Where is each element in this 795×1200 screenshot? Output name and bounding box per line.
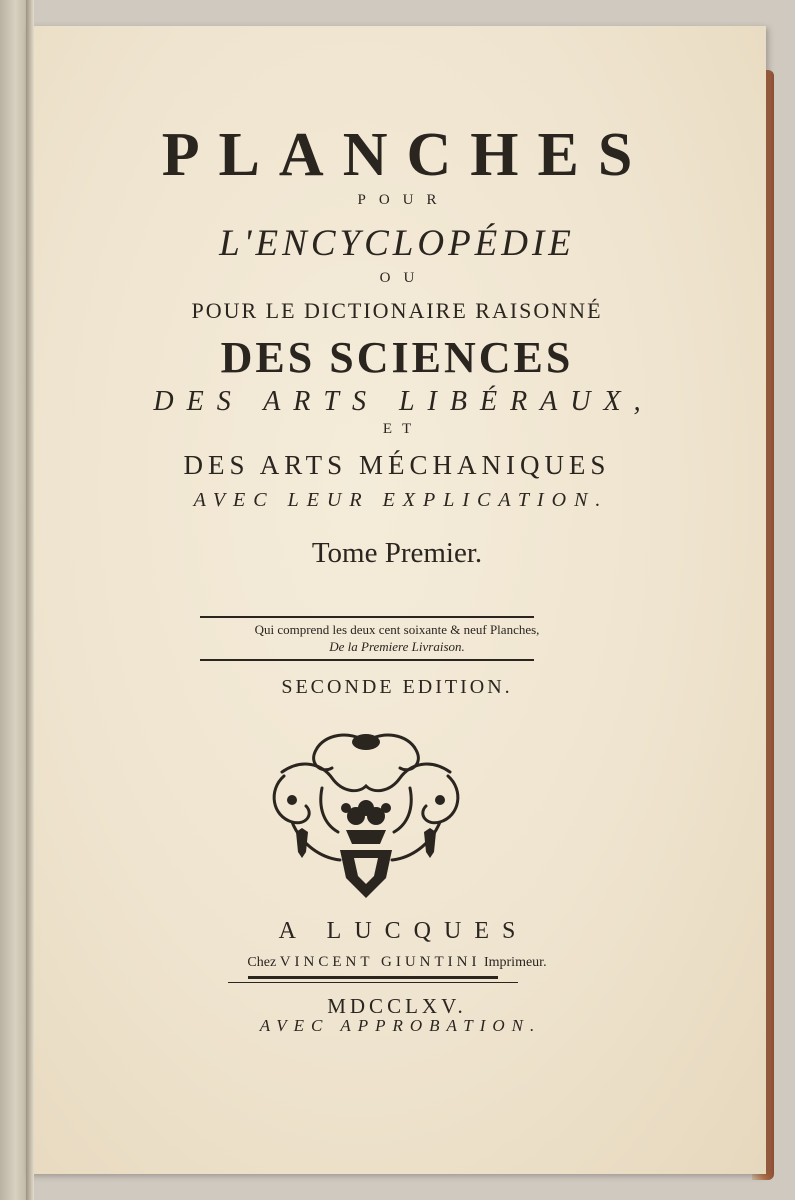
word-et: ET [382,421,422,437]
title-planches: PLANCHES [161,121,652,189]
subtitle-dictionaire: POUR LE DICTIONAIRE RAISONNÉ [191,298,603,323]
contents-note: Qui comprend les deux cent soixante & neuf Planches, [254,622,540,637]
printer-chez: Chez [247,955,277,970]
printer-name: VINCENT GIUNTINI [279,954,481,970]
word-pour: POUR [357,192,450,208]
approbation-line: AVEC APPROBATION. [259,1016,542,1035]
subtitle-explication: AVEC LEUR EXPLICATION. [193,489,609,511]
rule-printer-thin [228,982,518,983]
title-arts-mechaniques: DES ARTS MÉCHANIQUES [183,450,611,480]
place-of-publication: A LUCQUES [278,918,529,944]
floral-cartouche-icon [262,728,470,904]
title-sciences: DES SCIENCES [220,333,574,382]
title-arts-liberaux: DES ARTS LIBÉRAUX, [153,386,654,417]
volume-label: Tome Premier. [311,537,483,569]
printer-line [28,954,766,971]
delivery-note: De la Premiere Livraison. [329,639,465,654]
title-encyclopedie: L'ENCYCLOPÉDIE [219,223,575,264]
edition-label: SECONDE EDITION. [281,676,513,698]
rule-top [200,616,534,618]
word-ou: OU [379,270,428,286]
publication-year: MDCCLXV. [327,994,467,1018]
printer-imprimeur: Imprimeur. [483,955,547,970]
rule-printer [248,976,498,979]
rule-bottom [200,659,534,661]
